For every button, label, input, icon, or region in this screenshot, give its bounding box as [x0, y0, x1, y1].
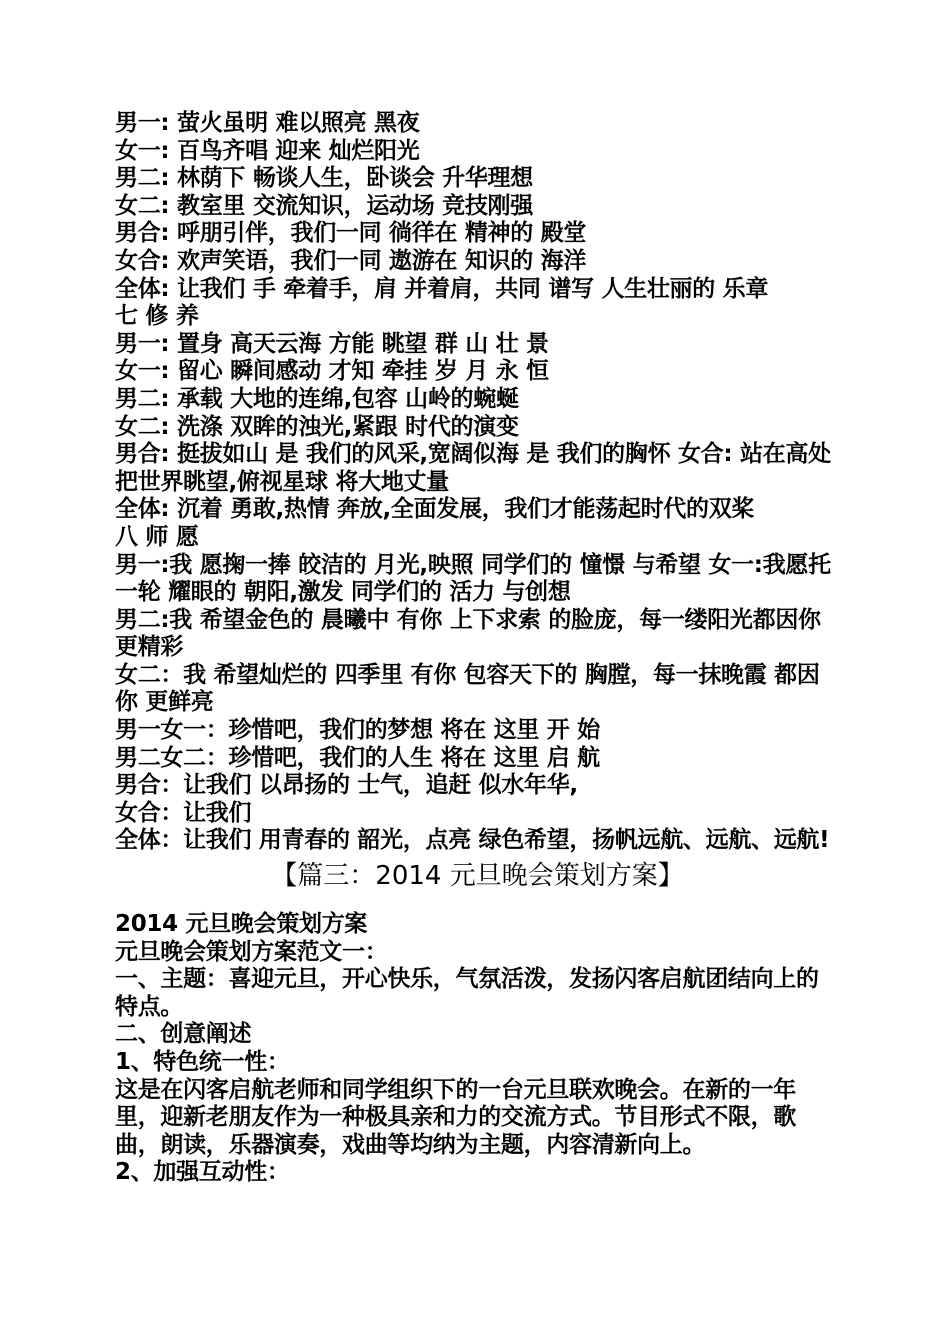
text-line: 男一: 萤火虽明 难以照亮 黑夜 [115, 110, 420, 136]
text-line: 女二: 教室里 交流知识，运动场 竞技刚强 [115, 192, 533, 219]
text-line: 全体: 沉着 勇敢,热情 奔放,全面发展，我们才能荡起时代的双桨 [115, 496, 755, 523]
text-line: 1、特色统一性： [115, 1049, 290, 1075]
section-heading: 【篇三：2014 元旦晚会策划方案】 [271, 861, 684, 892]
text-line: 全体: 让我们 手 牵着手，肩 并着肩，共同 谱写 人生壮丽的 乐章 [115, 275, 769, 302]
text-line: 男一女一：珍惜吧，我们的梦想 将在 这里 开 始 [115, 717, 600, 744]
document-page [115, 110, 840, 1187]
text-line: 女一: 百鸟齐唱 迎来 灿烂阳光 [115, 137, 420, 164]
text-line: 男二: 承载 大地的连绵,包容 山岭的蜿蜒 [115, 385, 519, 412]
text-line: 女二: 洗涤 双眸的浊光,紧跟 时代的演变 [115, 413, 519, 440]
text-paragraph: 男合: 挺拔如山 是 我们的风采,宽阔似海 是 我们的胸怀 女合: 站在高处 把世界眺望,俯视星球 将大地丈量 [115, 441, 831, 495]
text-paragraph: 一、主题：喜迎元旦，开心快乐，气氛活泼，发扬闪客启航团结向上的特点。 [115, 966, 819, 1020]
text-paragraph: 全体：让我们 用青春的 韶光，点亮 绿色希望，扬帆远航、远航、远航! [115, 827, 830, 854]
text-paragraph: 男一:我 愿掬一捧 皎洁的 月光,映照 同学们的 憧憬 与希望 女一:我愿托一轮 耀眼的 朝阳,激发 同学们的 活力 与创想 [115, 551, 831, 606]
text-paragraph: 男二:我 希望金色的 晨曦中 有你 上下求索 的脸庞，每一缕阳光都因你 更精彩 [115, 606, 821, 661]
text-line: 女合: 欢声笑语，我们一同 遨游在 知识的 海洋 [115, 247, 587, 274]
text-line: 元旦晚会策划方案范文一： [115, 938, 388, 965]
text-line: 2、加强互动性： [115, 1159, 290, 1186]
text-line: 二、创意阐述 [115, 1021, 252, 1048]
text-line: 男二女二：珍惜吧，我们的人生 将在 这里 启 航 [115, 744, 600, 771]
text-paragraph: 女二：我 希望灿烂的 四季里 有你 包容天下的 胸膛，每一抹晚霞 都因你 更鲜亮 [115, 661, 820, 716]
section-title-eight: 八 师 愿 [115, 523, 199, 550]
section-title-seven: 七 修 养 [115, 303, 199, 330]
text-paragraph: 这是在闪客启航老师和同学组织下的一台元旦联欢晚会。在新的一年里，迎新老朋友作为一种极具亲和力的交流方式。节目形式不限，歌曲，朗读，乐器演奏，戏曲等均纳为主题，内容清新向上。 [115, 1076, 797, 1158]
text-line: 男一: 置身 高天云海 方能 眺望 群 山 壮 景 [115, 330, 549, 357]
text-line: 男合：让我们 以昂扬的 士气，追赶 似水年华, [115, 772, 578, 799]
text-line: 2014 元旦晚会策划方案 [115, 911, 368, 938]
text-line: 女合：让我们 [115, 799, 252, 826]
text-line: 女一: 留心 瞬间感动 才知 牵挂 岁 月 永 恒 [115, 358, 549, 385]
text-line: 男合: 呼朋引伴，我们一同 徜徉在 精神的 殿堂 [115, 220, 587, 247]
text-line: 男二: 林荫下 畅谈人生，卧谈会 升华理想 [115, 165, 533, 192]
